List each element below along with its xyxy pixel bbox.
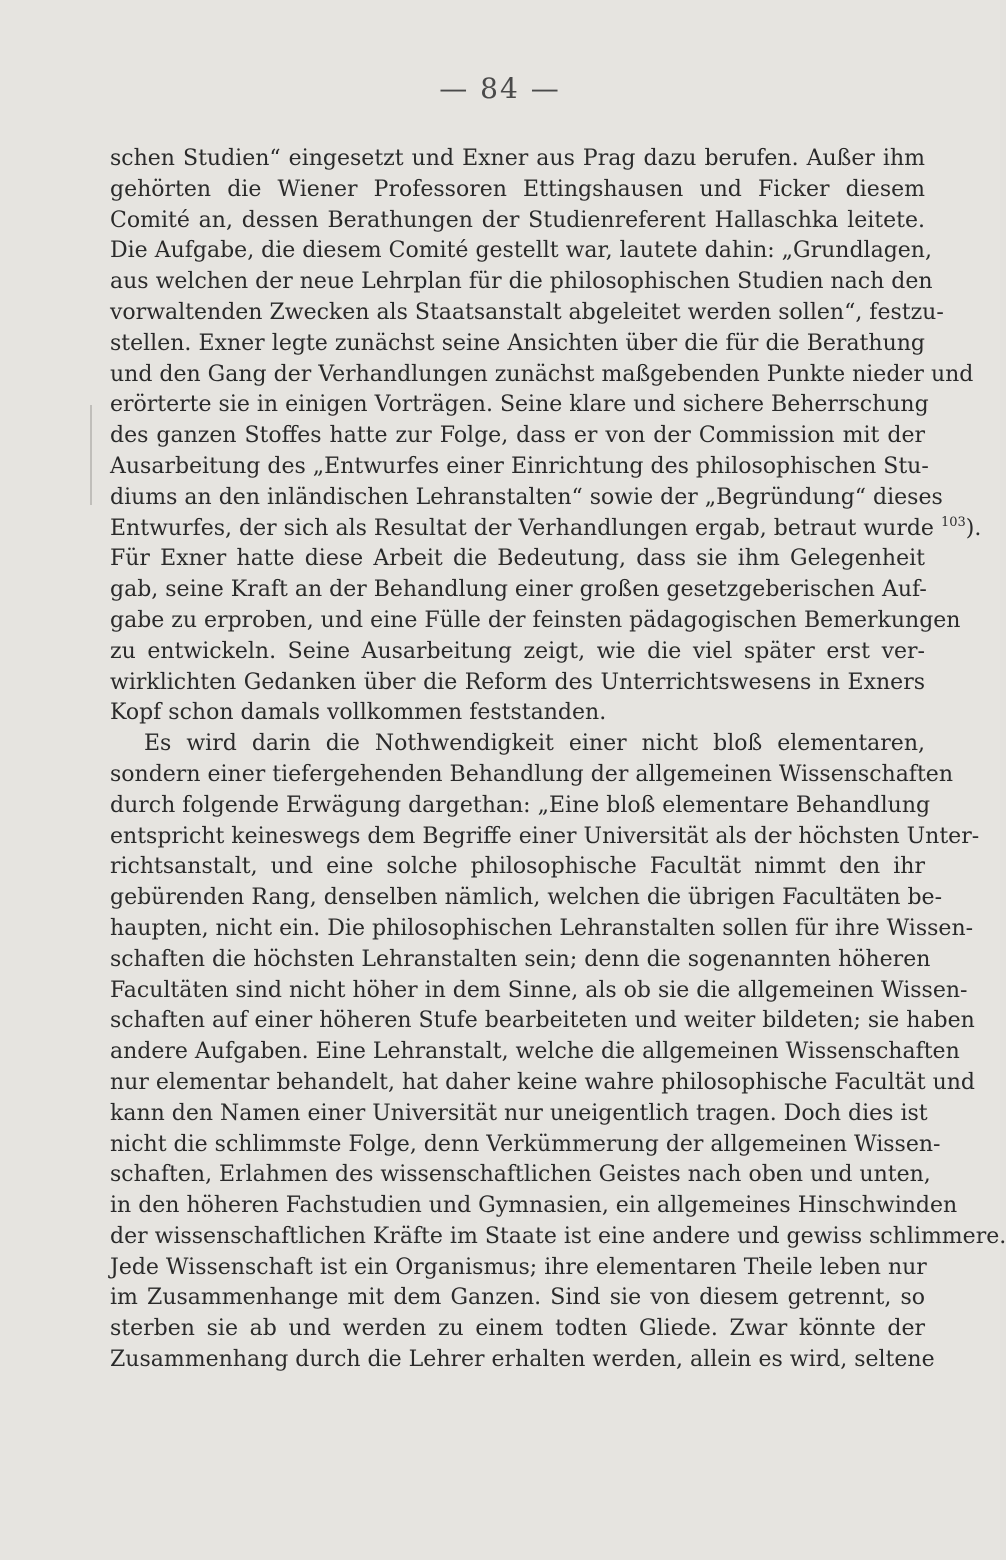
text-line: und den Gang der Verhandlungen zunächst maßgebenden Punkte nieder und xyxy=(110,361,974,387)
text-line: diums an den inländischen Lehranstalten“ sowie der „Begründung“ dieses xyxy=(110,484,943,510)
text-line: Die Aufgabe, die diesem Comité gestellt war, lautete dahin: „Grundlagen, xyxy=(110,238,932,264)
text-line: gab, seine Kraft an der Behandlung einer großen gesetzgeberischen Auf- xyxy=(110,577,927,603)
text-line: entspricht keineswegs dem Begriffe einer Universität als der höchsten Unter- xyxy=(110,823,980,849)
footnote-suffix: ). xyxy=(965,515,982,541)
text-line: vorwaltenden Zwecken als Staatsanstalt abgeleitet werden sollen“, festzu- xyxy=(110,299,944,325)
text-line: Zusammenhang durch die Lehrer erhalten werden, allein es wird, seltene xyxy=(110,1347,935,1373)
text-line: der wissenschaftlichen Kräfte im Staate ist eine andere und gewiss schlimmere. xyxy=(110,1223,1006,1249)
text-line: schen Studien“ eingesetzt und Exner aus Prag dazu berufen. Außer ihm xyxy=(110,146,925,171)
text-line: andere Aufgaben. Eine Lehranstalt, welche die allgemeinen Wissenschaften xyxy=(110,1039,960,1065)
text-line: durch folgende Erwägung dargethan: „Eine bloß elementare Behandlung xyxy=(110,792,931,818)
footnote-reference: 103 xyxy=(940,514,966,530)
text-line: aus welchen der neue Lehrplan für die philosophischen Studien nach den xyxy=(110,269,933,295)
text-line: gabe zu erproben, und eine Fülle der feinsten pädagogischen Bemerkungen xyxy=(110,607,961,633)
text-line: Jede Wissenschaft ist ein Organismus; ihre elementaren Theile leben nur xyxy=(110,1254,927,1280)
text-line: nur elementar behandelt, hat daher keine wahre philosophische Facultät und xyxy=(110,1069,976,1095)
text-line: zu entwickeln. Seine Ausarbeitung zeigt, wie die viel später erst ver- xyxy=(110,638,925,664)
text-line: schaften die höchsten Lehranstalten sein; denn die sogenannten höheren xyxy=(110,946,931,972)
text-line: nicht die schlimmste Folge, denn Verkümmerung der allgemeinen Wissen- xyxy=(110,1131,941,1157)
text-line: erörterte sie in einigen Vorträgen. Seine klare und sichere Beherrschung xyxy=(110,392,929,418)
text-line-with-footnote xyxy=(110,514,982,545)
text-line: wirklichten Gedanken über die Reform des Unterrichtswesens in Exners xyxy=(110,669,925,695)
text-line: kann den Namen einer Universität nur uneigentlich tragen. Doch dies ist xyxy=(110,1100,928,1126)
text-line: gehörten die Wiener Professoren Ettingshausen und Ficker diesem xyxy=(110,176,925,202)
text-line: schaften auf einer höheren Stufe bearbeiteten und weiter bildeten; sie haben xyxy=(110,1008,975,1034)
text-line: Ausarbeitung des „Entwurfes einer Einrichtung des philosophischen Stu- xyxy=(110,453,929,479)
text-line: gebürenden Rang, denselben nämlich, welchen die übrigen Facultäten be- xyxy=(110,885,943,911)
text-line: Comité an, dessen Berathungen der Studienreferent Hallaschka leitete. xyxy=(110,207,925,233)
text-line: richtsanstalt, und eine solche philosophische Facultät nimmt den ihr xyxy=(110,854,925,880)
text-line: in den höheren Fachstudien und Gymnasien, ein allgemeines Hinschwinden xyxy=(110,1193,958,1219)
text-line: des ganzen Stoffes hatte zur Folge, dass er von der Commission mit der xyxy=(110,423,925,449)
text-line: Facultäten sind nicht höher in dem Sinne, als ob sie die allgemeinen Wissen- xyxy=(110,977,968,1003)
text-line: schaften, Erlahmen des wissenschaftlichen Geistes nach oben und unten, xyxy=(110,1162,931,1188)
text-line: im Zusammenhange mit dem Ganzen. Sind sie von diesem getrennt, so xyxy=(110,1285,925,1311)
text-line-content: Entwurfes, der sich als Resultat der Verhandlungen ergab, betraut wurde xyxy=(110,515,934,541)
margin-mark xyxy=(90,405,92,505)
text-line: Für Exner hatte diese Arbeit die Bedeutung, dass sie ihm Gelegenheit xyxy=(110,546,925,572)
body-text xyxy=(110,144,1006,1376)
paragraph-first-line: Es wird darin die Nothwendigkeit einer nicht bloß elementaren, xyxy=(144,731,925,757)
page-number: — 84 — xyxy=(439,72,561,105)
text-line: haupten, nicht ein. Die philosophischen Lehranstalten sollen für ihre Wissen- xyxy=(110,915,974,941)
text-line: sondern einer tiefergehenden Behandlung der allgemeinen Wissenschaften xyxy=(110,761,953,787)
text-line: Kopf schon damals vollkommen feststanden. xyxy=(110,700,607,726)
text-line: stellen. Exner legte zunächst seine Ansichten über die für die Berathung xyxy=(110,330,925,356)
text-line: sterben sie ab und werden zu einem todten Gliede. Zwar könnte der xyxy=(110,1316,925,1342)
